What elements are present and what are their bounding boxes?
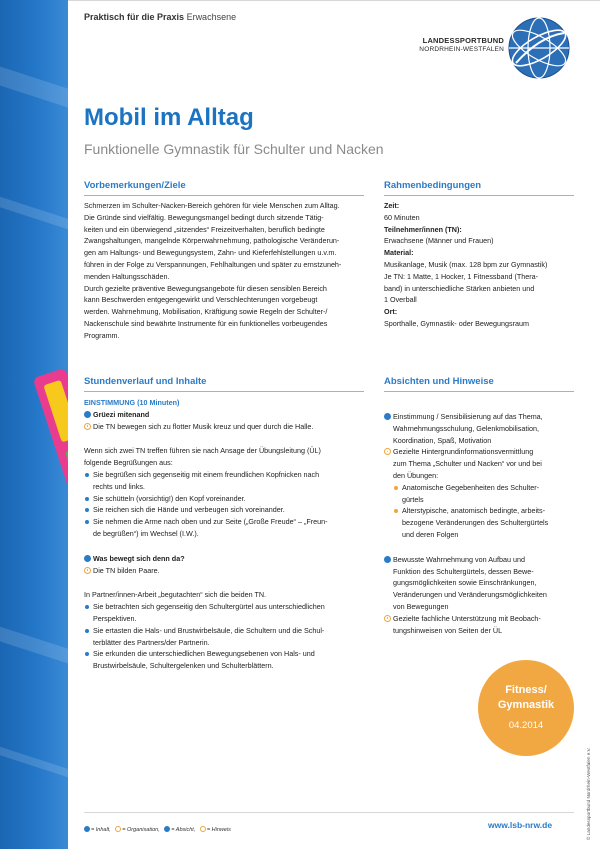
content-item (84, 553, 379, 565)
legend-organisation-icon (115, 826, 121, 832)
section-title-absichten: Absichten und Hinweise (384, 376, 494, 387)
vorbemerkungen-line: Die Gründe sind vielfältig. Bewegungsmangel bedingt durch sitzende Tätig- (84, 212, 324, 222)
hinweis-line: Gezielte fachliche Unterstützung mit Beobach- (393, 613, 541, 623)
org-name (412, 36, 504, 54)
rahmen-text (384, 200, 579, 330)
badge-line2: Gymnastik (497, 699, 555, 711)
absicht-item (384, 411, 579, 446)
series-bold: Praktisch für die Praxis (84, 12, 185, 22)
section-rule (384, 195, 574, 196)
content-marker-icon (84, 555, 91, 562)
partner-line: Sie ertasten die Hals- und Brustwirbelsäule, die Schultern und die Schul- (93, 625, 325, 635)
hinweis-line: den Übungen: (393, 470, 439, 480)
praktisch-logo (6, 370, 68, 610)
org-line2: NORDRHEIN-WESTFALEN (419, 46, 504, 53)
partner-line: Sie erkunden die unterschiedlichen Bewegungsebenen von Hals- und (93, 649, 315, 659)
tn-label: Teilnehmer/innen (TN): (384, 224, 462, 234)
section-title-rahmen: Rahmenbedingungen (384, 180, 482, 191)
legend-absicht-icon (164, 826, 170, 832)
hinweis-sub-line: und deren Folgen (402, 529, 459, 539)
absicht-line: von Bewegungen (393, 601, 449, 611)
section-title-stundenverlauf: Stundenverlauf und Inhalte (84, 376, 207, 387)
absicht-line: Koordination, Spaß, Motivation (393, 435, 492, 445)
greeting-line: de begrüßen“) im Wechsel (I.W.). (93, 528, 199, 538)
tn-value: Erwachsene (Männer und Frauen) (384, 236, 494, 246)
greeting-line: Sie reichen sich die Hände und verbeugen sich voreinander. (93, 505, 285, 515)
absicht-line: gungsmöglichkeiten sowie Einschränkungen, (393, 578, 537, 588)
organisation-item (84, 421, 379, 433)
website-link[interactable]: www.lsb-nrw.de (488, 820, 553, 830)
content-item (84, 409, 379, 421)
partner-item (84, 648, 379, 672)
series-rest: Erwachsene (186, 12, 237, 22)
badge-date: 04.2014 (508, 720, 544, 731)
greeting-line: Sie begrüßen sich gegenseitig mit einem freundlichen Kopfnicken nach (93, 469, 320, 479)
absicht-line: Veränderungen und Veränderungsmöglichkeiten (393, 590, 547, 600)
organisation-marker-icon (84, 423, 91, 430)
hinweis-line: zum Thema „Schulter und Nacken“ vor und bei (393, 459, 542, 469)
organisation-item (84, 565, 379, 577)
greeting-item (84, 469, 379, 493)
greeting-item (84, 504, 379, 516)
vorbemerkungen-line: kann Beschwerden entgegengewirkt und Verschlechterungen vorgebeugt (84, 295, 318, 305)
vorbemerkungen-line: Durch gezielte präventive Bewegungsangebote für diesen sensiblen Bereich (84, 283, 327, 293)
material-line: 1 Overball (384, 295, 417, 305)
partner-item (84, 625, 379, 649)
ort-label: Ort: (384, 307, 398, 317)
greeting-line: Sie nehmen die Arme nach oben und zur Seite („Große Freude“ – „Freun- (93, 517, 328, 527)
einstimmung-heading: EINSTIMMUNG (10 Minuten) (84, 398, 180, 407)
hinweis-sub-line: Alterstypische, anatomisch bedingte, arbeits- (402, 506, 546, 516)
page-title: Mobil im Alltag (84, 104, 254, 131)
absicht-line: Funktion des Schultergürtels, dessen Bewe- (393, 566, 534, 576)
absicht-marker-icon (384, 413, 391, 420)
greeting-line: Sie schütteln (vorsichtig!) den Kopf voreinander. (93, 493, 246, 503)
hinweis-line: tungshinweisen von Seiten der ÜL (393, 625, 503, 635)
organisation-marker-icon (84, 567, 91, 574)
greeting-line: rechts und links. (93, 481, 145, 491)
absichten-text (384, 411, 579, 636)
hinweis-sub-line: bezogene Veränderungen des Schultergürtels (402, 518, 549, 528)
partner-intro: In Partner/innen-Arbeit „begutachten“ sich die beiden TN. (84, 590, 267, 600)
vorbemerkungen-line: führen in der Folge zu Verspannungen, Fehlhaltungen und später zu ernstzuneh- (84, 259, 342, 269)
hinweis-line: Gezielte Hintergrundinformationsvermittlung (393, 447, 534, 457)
partner-line: Perspektiven. (93, 613, 137, 623)
paare-org: Die TN bilden Paare. (93, 565, 160, 575)
hinweis-sub-line: Anatomische Gegebenheiten des Schulter- (402, 482, 540, 492)
material-line: band) in unterschiedliche Stärken anbieten und (384, 283, 535, 293)
legend-hinweis-icon (200, 826, 206, 832)
absicht-line: Einstimmung / Sensibilisierung auf das Thema, (393, 412, 543, 421)
greeting-item (84, 516, 379, 540)
absicht-item (384, 554, 579, 613)
hinweis-sub-item (393, 482, 579, 506)
absicht-marker-icon (384, 556, 391, 563)
partner-line: terblätter des Partners/der Partnerin. (93, 637, 210, 647)
content-marker-icon (84, 411, 91, 418)
vorbemerkungen-line: Zwangshaltungen, mangelnde Körperwahrnehmung, pathologische Veränderun- (84, 236, 340, 246)
vorbemerkungen-line: menden Haltungsschäden. (84, 271, 170, 281)
hinweis-item (384, 613, 579, 637)
hinweis-sub-line: gürtels (402, 494, 424, 504)
material-line: Je TN: 1 Matte, 1 Hocker, 1 Fitnessband (Thera- (384, 271, 539, 281)
legend-absicht: = Absicht, (171, 827, 196, 833)
ort-value: Sporthalle, Gymnastik- oder Bewegungsraum (384, 318, 530, 328)
legend-inhalt-icon (84, 826, 90, 832)
partner-line: Sie betrachten sich gegenseitig den Schultergürtel aus unterschiedlichen (93, 602, 325, 612)
legend (84, 826, 234, 833)
footer-rule (84, 812, 574, 813)
copyright-note: © Landessportbund Nordrhein-Westfalen e.V. (586, 747, 591, 840)
hinweis-marker-icon (384, 448, 391, 455)
gruezi-title: Grüezi mitenand (93, 409, 150, 419)
section-rule (84, 195, 364, 196)
badge-line1: Fitness/ (505, 684, 547, 696)
material-line: Musikanlage, Musik (max. 128 bpm zur Gymnastik) (384, 259, 548, 269)
section-rule (84, 391, 364, 392)
series-label (84, 12, 236, 22)
org-line1: LANDESSPORTBUND (422, 36, 504, 45)
vorbemerkungen-line: gen am Haltungs- und Bewegungsystem, Zahn- und Kieferfehlstellungen u.v.m. (84, 248, 337, 258)
page-subtitle: Funktionelle Gymnastik für Schulter und Nacken (84, 141, 384, 157)
vorbemerkungen-line: Schmerzen im Schulter-Nacken-Bereich gehören für viele Menschen zum Alltag. (84, 201, 340, 210)
zeit-label: Zeit: (384, 201, 400, 210)
vorbemerkungen-text (84, 200, 374, 342)
partner-line: Brustwirbelsäule, Schultergelenken und Schulterblättern. (93, 661, 274, 671)
vorbemerkungen-line: keiten und ein überwiegend „sitzendes“ Freizeitverhalten, beruflich bedingte (84, 224, 325, 234)
vorbemerkungen-line: Programm. (84, 330, 120, 340)
legend-hinweis: = Hinweis (206, 827, 231, 833)
hinweis-sub-item (393, 505, 579, 540)
greeting-item (84, 493, 379, 505)
absicht-line: Wahrnehmungsschulung, Gelenkmobilisation, (393, 423, 539, 433)
header-rule (68, 0, 600, 1)
legend-inhalt: = Inhalt, (91, 827, 111, 833)
intro-line: Wenn sich zwei TN treffen führen sie nach Ansage der Übungsleitung (ÜL) (84, 446, 321, 456)
gruezi-org: Die TN bewegen sich zu flotter Musik kreuz und quer durch die Halle. (93, 421, 314, 431)
vorbemerkungen-line: werden. Wahrnehmung, Mobilisation, Kräftigung sowie Regeln der Schulter-/ (84, 307, 328, 317)
section-title-vorbemerkungen: Vorbemerkungen/Ziele (84, 180, 186, 191)
category-badge (478, 660, 574, 756)
partner-item (84, 601, 379, 625)
legend-organisation: = Organisation, (122, 827, 160, 833)
was-bewegt-title: Was bewegt sich denn da? (93, 553, 185, 563)
hinweis-item (384, 446, 579, 481)
section-rule (384, 391, 574, 392)
material-label: Material: (384, 248, 414, 258)
hinweis-marker-icon (384, 615, 391, 622)
vorbemerkungen-line: Nackenschule sind bewährte Instrumente für ein funktionelles vorbeugendes (84, 318, 328, 328)
globe-logo-icon (508, 17, 570, 79)
zeit-value: 60 Minuten (384, 212, 420, 222)
stundenverlauf-text (84, 397, 379, 672)
absicht-line: Bewusste Wahrnehmung von Aufbau und (393, 554, 525, 564)
intro-line: folgende Begrüßungen aus: (84, 458, 173, 468)
